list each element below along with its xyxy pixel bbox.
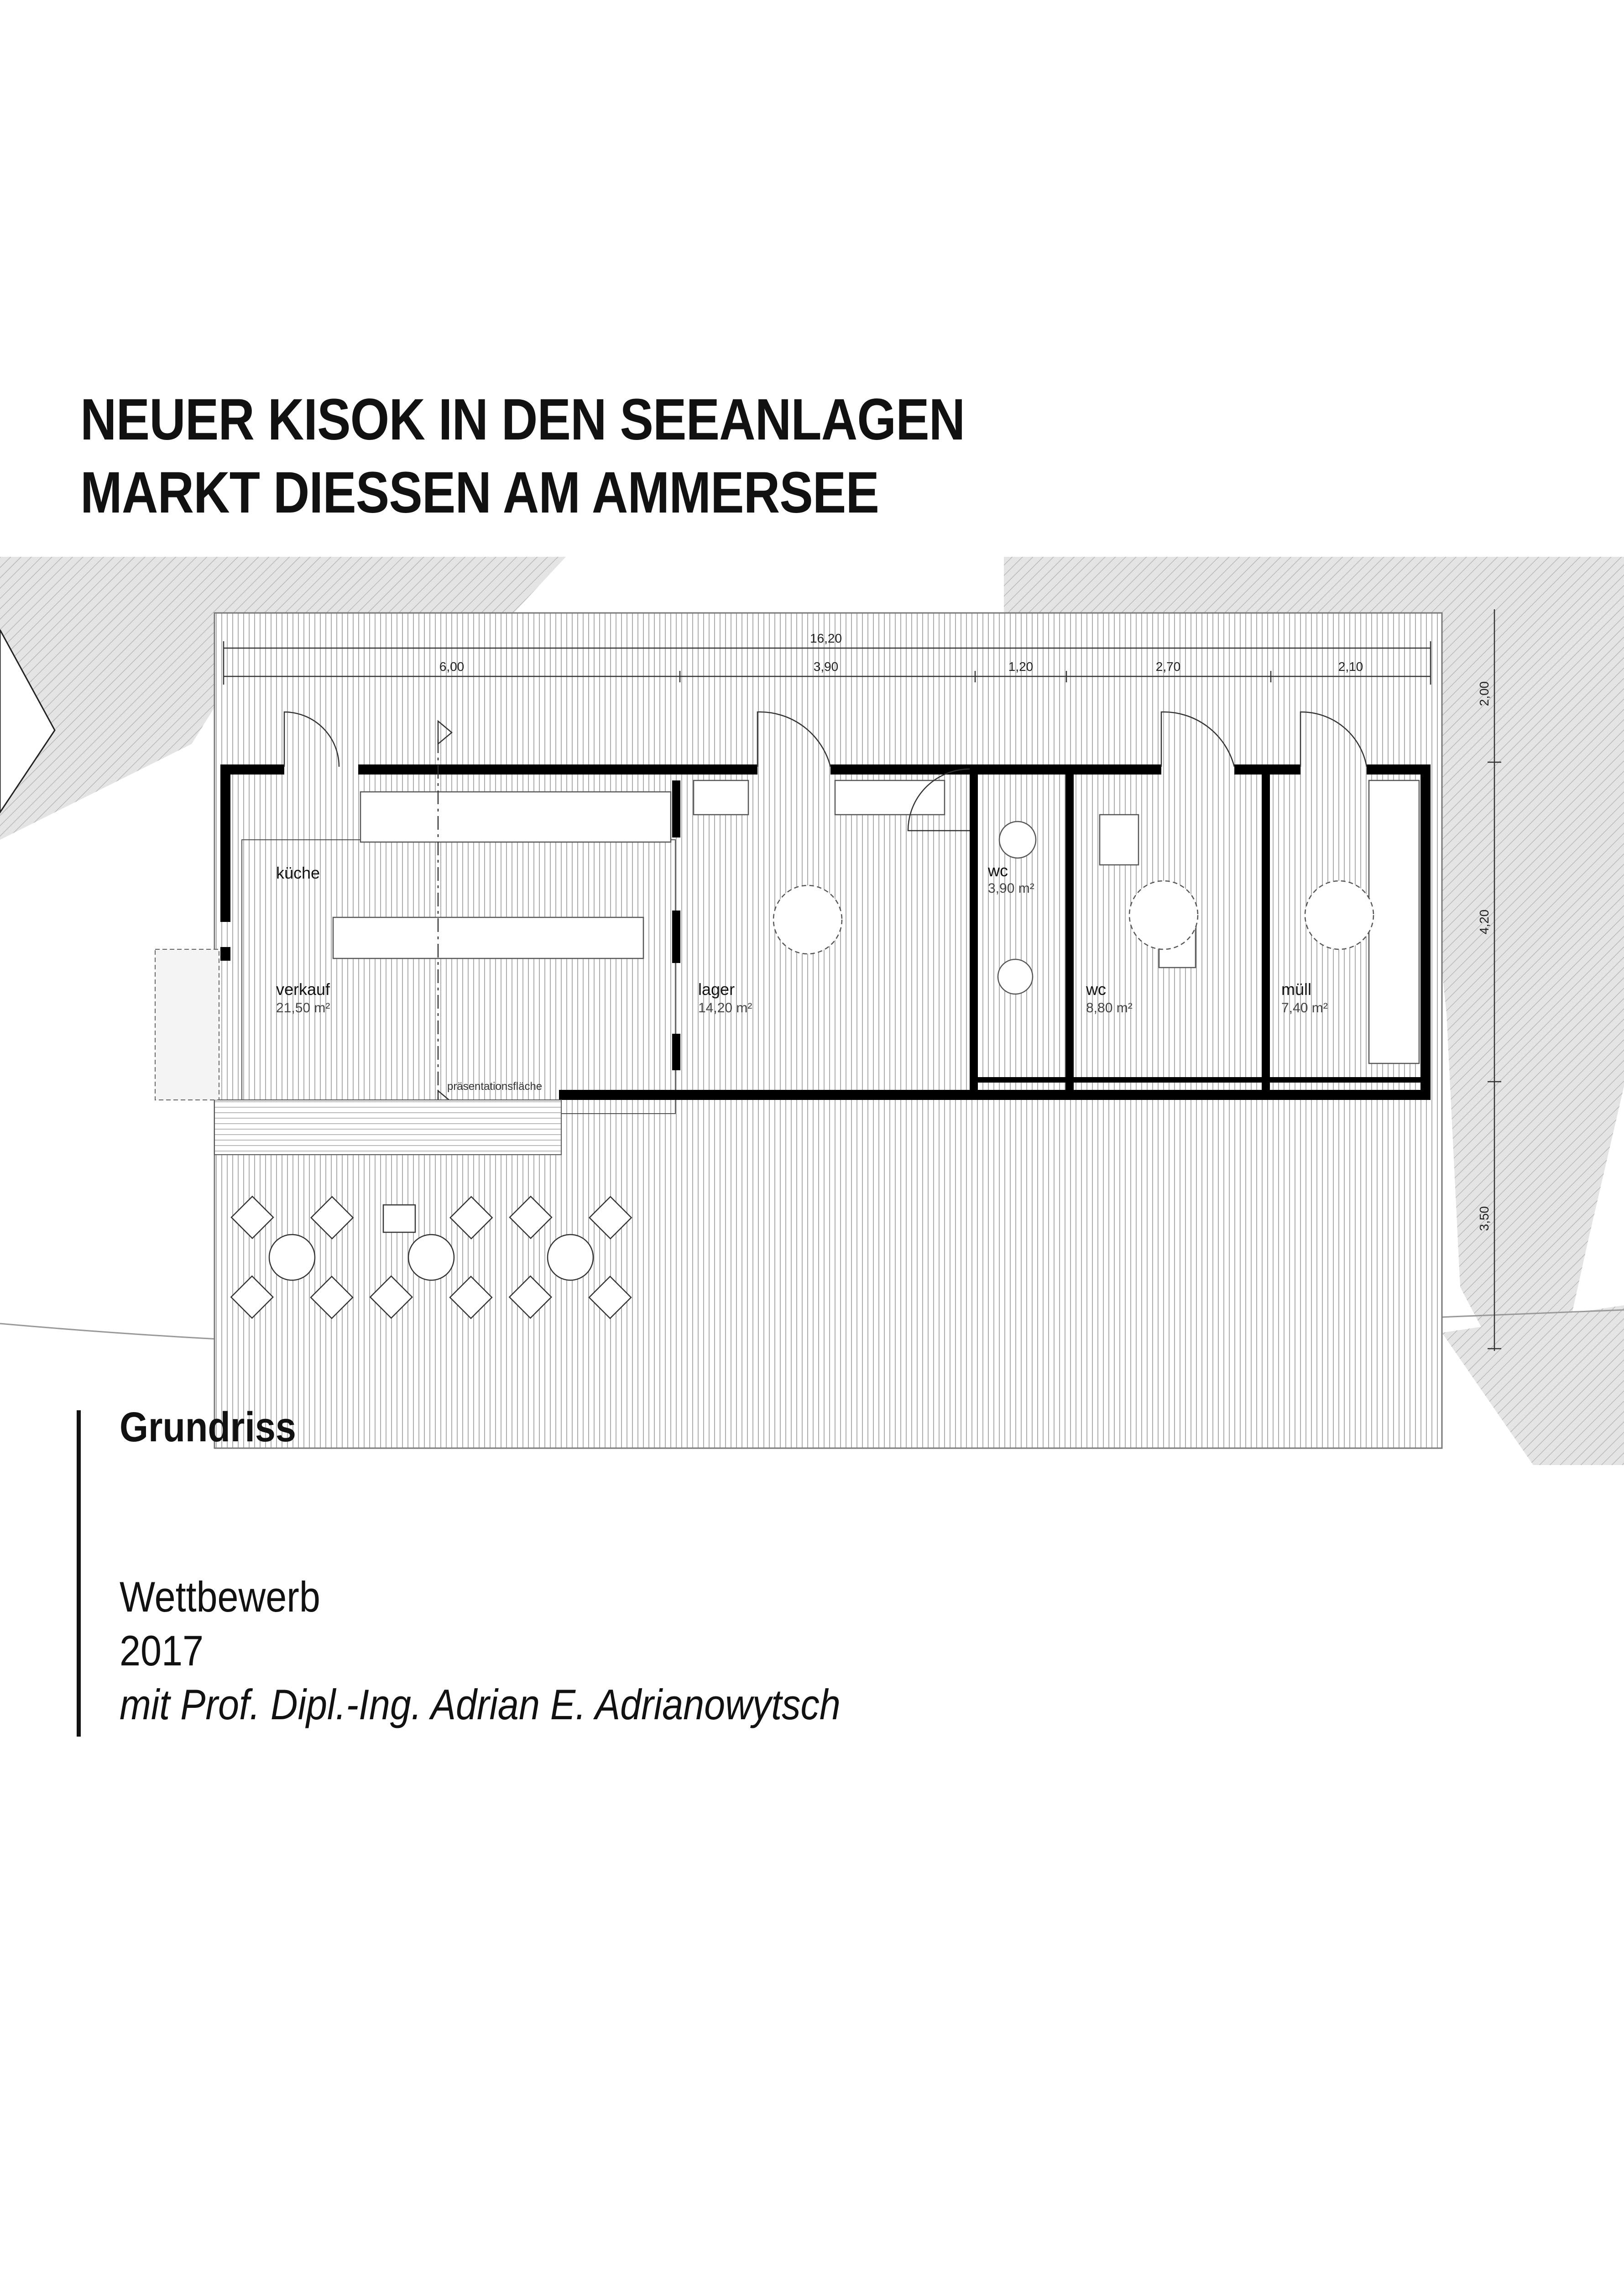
accent-bar bbox=[77, 1410, 81, 1737]
floor-plan-drawing bbox=[0, 557, 1624, 1465]
room-kueche: küche bbox=[276, 864, 320, 882]
presentation-area bbox=[214, 1100, 561, 1155]
plan-caption: Grundriss bbox=[120, 1404, 296, 1450]
room-verkauf-area: 21,50 m² bbox=[276, 1000, 330, 1015]
room-wc-area: 8,80 m² bbox=[1086, 1000, 1133, 1015]
dimension-segment-5: 2,10 bbox=[1338, 659, 1363, 674]
dimension-segment-2: 3,90 bbox=[813, 659, 839, 674]
room-wc: wc bbox=[1086, 980, 1106, 999]
title-line-2: MARKT DIESSEN AM AMMERSEE bbox=[80, 460, 879, 525]
room-wc-small: wc bbox=[988, 861, 1008, 880]
dimension-right-3: 3,50 bbox=[1477, 1206, 1491, 1231]
room-muell: müll bbox=[1281, 980, 1312, 999]
dimension-segment-4: 2,70 bbox=[1155, 659, 1181, 674]
project-type: Wettbewerb bbox=[120, 1573, 320, 1621]
room-wc-small-area: 3,90 m² bbox=[988, 881, 1034, 896]
project-year: 2017 bbox=[120, 1627, 204, 1675]
room-muell-area: 7,40 m² bbox=[1281, 1000, 1328, 1015]
dimension-segment-3: 1,20 bbox=[1008, 659, 1034, 674]
dimension-total: 16,20 bbox=[809, 631, 842, 645]
dimension-right-1: 2,00 bbox=[1477, 681, 1491, 707]
floor-plan bbox=[0, 557, 1624, 1465]
room-lager: lager bbox=[698, 980, 735, 999]
title-line-1: NEUER KISOK IN DEN SEEANLAGEN bbox=[80, 387, 965, 452]
project-credit: mit Prof. Dipl.-Ing. Adrian E. Adrianowytsch bbox=[120, 1680, 841, 1728]
dimension-right-2: 4,20 bbox=[1477, 909, 1491, 935]
room-verkauf: verkauf bbox=[276, 980, 330, 999]
room-lager-area: 14,20 m² bbox=[698, 1000, 752, 1015]
dimension-segment-1: 6,00 bbox=[439, 659, 465, 674]
presentation-label: präsentationsfläche bbox=[447, 1080, 543, 1093]
project-meta bbox=[120, 1570, 1244, 1732]
page-title bbox=[80, 383, 965, 529]
